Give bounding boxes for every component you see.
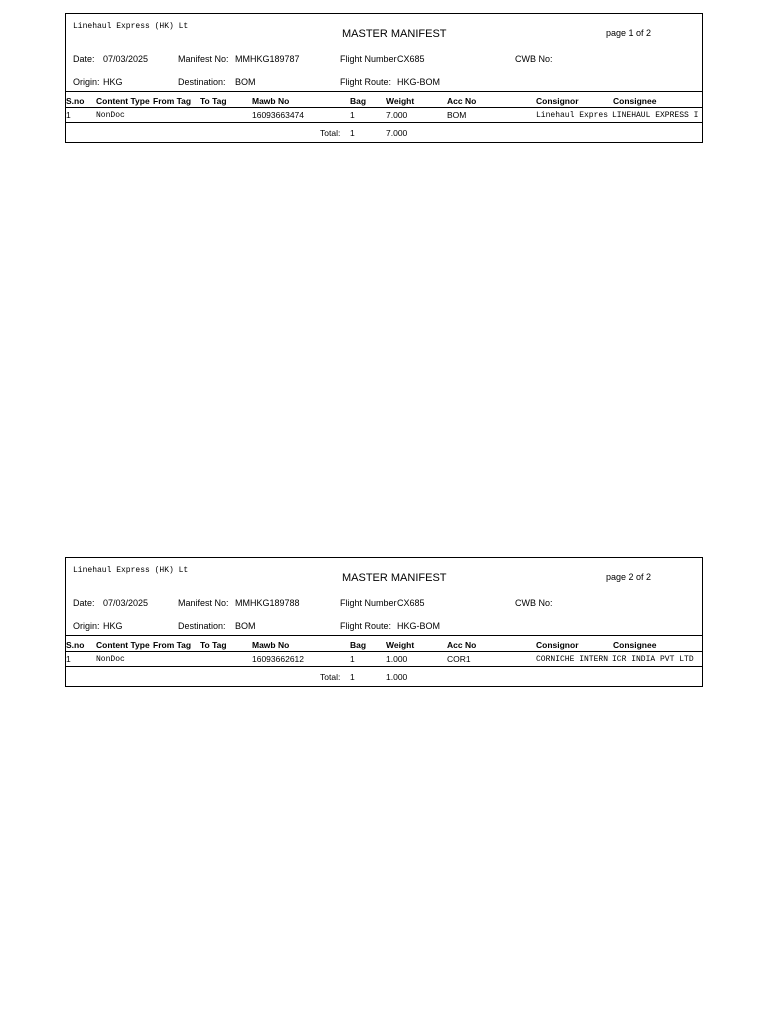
cell-consignee: LINEHAUL EXPRESS I [612, 111, 699, 120]
total-label: Total: [320, 672, 341, 682]
cell-weight: 7.000 [386, 110, 408, 120]
cell-consignor: Linehaul Expres [536, 111, 609, 120]
manifest-no-value: MMHKG189787 [235, 54, 300, 64]
date-value: 07/03/2025 [103, 54, 149, 64]
cell-sno: 1 [66, 110, 71, 120]
column-header: Mawb No [252, 640, 290, 650]
flight-number-label: Flight Number [340, 54, 397, 64]
cell-mawb-no: 16093663474 [252, 110, 305, 120]
divider [66, 107, 702, 108]
cell-acc-no: BOM [447, 110, 467, 120]
column-header: To Tag [200, 640, 227, 650]
column-header: Consignor [536, 96, 579, 106]
divider [66, 635, 702, 636]
column-header: Consignor [536, 640, 579, 650]
column-header: Mawb No [252, 96, 290, 106]
cell-mawb-no: 16093662612 [252, 654, 305, 664]
cell-weight: 1.000 [386, 654, 408, 664]
manifest-page-1 [65, 13, 703, 143]
cell-bag: 1 [350, 654, 355, 664]
column-header: Content Type [96, 640, 150, 650]
flight-route-label: Flight Route: [340, 77, 392, 87]
cell-bag: 1 [350, 110, 355, 120]
column-header: From Tag [153, 640, 192, 650]
cell-content-type: NonDoc [96, 111, 125, 120]
column-header: Bag [350, 640, 367, 650]
flight-route-value: HKG-BOM [397, 77, 441, 87]
company-name: Linehaul Express (HK) Lt [73, 566, 189, 575]
origin-value: HKG [103, 77, 123, 87]
column-header: Consignee [613, 96, 657, 106]
manifest-title: MASTER MANIFEST [342, 572, 447, 584]
total-weight: 1.000 [386, 672, 408, 682]
column-header: Weight [386, 640, 415, 650]
total-bag: 1 [350, 672, 355, 682]
origin-value: HKG [103, 621, 123, 631]
cwb-no-label: CWB No: [515, 54, 553, 64]
cell-consignee: ICR INDIA PVT LTD [612, 655, 694, 664]
destination-value: BOM [235, 621, 256, 631]
divider [66, 122, 702, 123]
page-indicator: page 1 of 2 [606, 28, 652, 38]
origin-label: Origin: [73, 621, 100, 631]
flight-route-value: HKG-BOM [397, 621, 441, 631]
manifest-page-2 [65, 557, 703, 687]
total-weight: 7.000 [386, 128, 408, 138]
flight-number-value: CX685 [397, 598, 425, 608]
column-header: S.no [66, 640, 85, 650]
column-header: Acc No [447, 96, 477, 106]
cell-sno: 1 [66, 654, 71, 664]
divider [66, 651, 702, 652]
flight-route-label: Flight Route: [340, 621, 392, 631]
date-value: 07/03/2025 [103, 598, 149, 608]
date-label: Date: [73, 598, 95, 608]
total-label: Total: [320, 128, 341, 138]
column-header: Bag [350, 96, 367, 106]
total-bag: 1 [350, 128, 355, 138]
cell-content-type: NonDoc [96, 655, 125, 664]
destination-value: BOM [235, 77, 256, 87]
page-indicator: page 2 of 2 [606, 572, 652, 582]
origin-label: Origin: [73, 77, 100, 87]
manifest-no-label: Manifest No: [178, 598, 229, 608]
flight-number-label: Flight Number [340, 598, 397, 608]
company-name: Linehaul Express (HK) Lt [73, 22, 189, 31]
cwb-no-label: CWB No: [515, 598, 553, 608]
column-header: Acc No [447, 640, 477, 650]
date-label: Date: [73, 54, 95, 64]
divider [66, 666, 702, 667]
cell-acc-no: COR1 [447, 654, 471, 664]
column-header: Weight [386, 96, 415, 106]
divider [66, 91, 702, 92]
destination-label: Destination: [178, 77, 226, 87]
destination-label: Destination: [178, 621, 226, 631]
flight-number-value: CX685 [397, 54, 425, 64]
manifest-title: MASTER MANIFEST [342, 28, 447, 40]
manifest-no-label: Manifest No: [178, 54, 229, 64]
column-header: From Tag [153, 96, 192, 106]
column-header: S.no [66, 96, 85, 106]
cell-consignor: CORNICHE INTERN [536, 655, 609, 664]
column-header: Consignee [613, 640, 657, 650]
column-header: Content Type [96, 96, 150, 106]
manifest-no-value: MMHKG189788 [235, 598, 300, 608]
column-header: To Tag [200, 96, 227, 106]
